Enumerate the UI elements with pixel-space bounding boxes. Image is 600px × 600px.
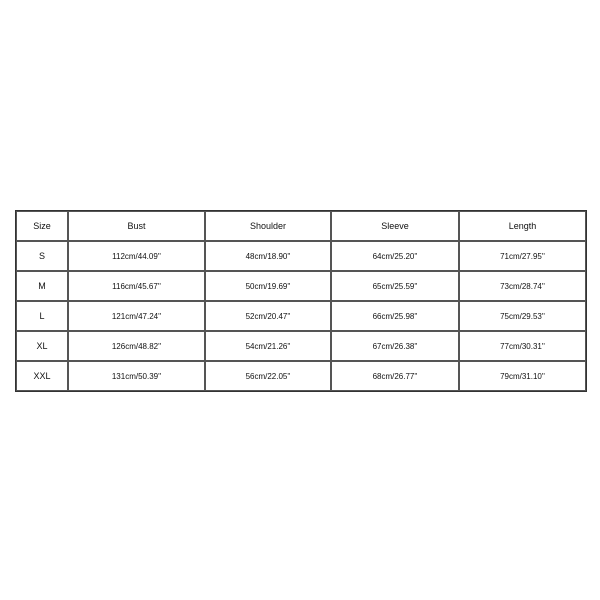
sleeve-cell: 68cm/26.77''	[331, 361, 459, 391]
sleeve-cell: 64cm/25.20''	[331, 241, 459, 271]
size-cell: XL	[16, 331, 68, 361]
bust-cell: 112cm/44.09''	[68, 241, 205, 271]
header-row	[16, 211, 586, 241]
length-cell: 77cm/30.31''	[459, 331, 586, 361]
bust-cell: 116cm/45.67''	[68, 271, 205, 301]
shoulder-cell: 56cm/22.05''	[205, 361, 331, 391]
table-row	[16, 301, 586, 331]
header-shoulder: Shoulder	[205, 211, 331, 241]
header-sleeve: Sleeve	[331, 211, 459, 241]
table-row	[16, 361, 586, 391]
sleeve-cell: 66cm/25.98''	[331, 301, 459, 331]
length-cell: 71cm/27.95''	[459, 241, 586, 271]
bust-cell: 126cm/48.82''	[68, 331, 205, 361]
sleeve-cell: 67cm/26.38''	[331, 331, 459, 361]
shoulder-cell: 50cm/19.69''	[205, 271, 331, 301]
length-cell: 75cm/29.53''	[459, 301, 586, 331]
length-cell: 79cm/31.10''	[459, 361, 586, 391]
table-row	[16, 241, 586, 271]
size-chart-table	[15, 210, 587, 392]
table-row	[16, 271, 586, 301]
size-cell: S	[16, 241, 68, 271]
shoulder-cell: 52cm/20.47''	[205, 301, 331, 331]
header-bust: Bust	[68, 211, 205, 241]
sleeve-cell: 65cm/25.59''	[331, 271, 459, 301]
bust-cell: 131cm/50.39''	[68, 361, 205, 391]
table-row	[16, 331, 586, 361]
header-length: Length	[459, 211, 586, 241]
size-cell: M	[16, 271, 68, 301]
size-cell: XXL	[16, 361, 68, 391]
length-cell: 73cm/28.74''	[459, 271, 586, 301]
size-cell: L	[16, 301, 68, 331]
shoulder-cell: 54cm/21.26''	[205, 331, 331, 361]
shoulder-cell: 48cm/18.90''	[205, 241, 331, 271]
header-size: Size	[16, 211, 68, 241]
bust-cell: 121cm/47.24''	[68, 301, 205, 331]
